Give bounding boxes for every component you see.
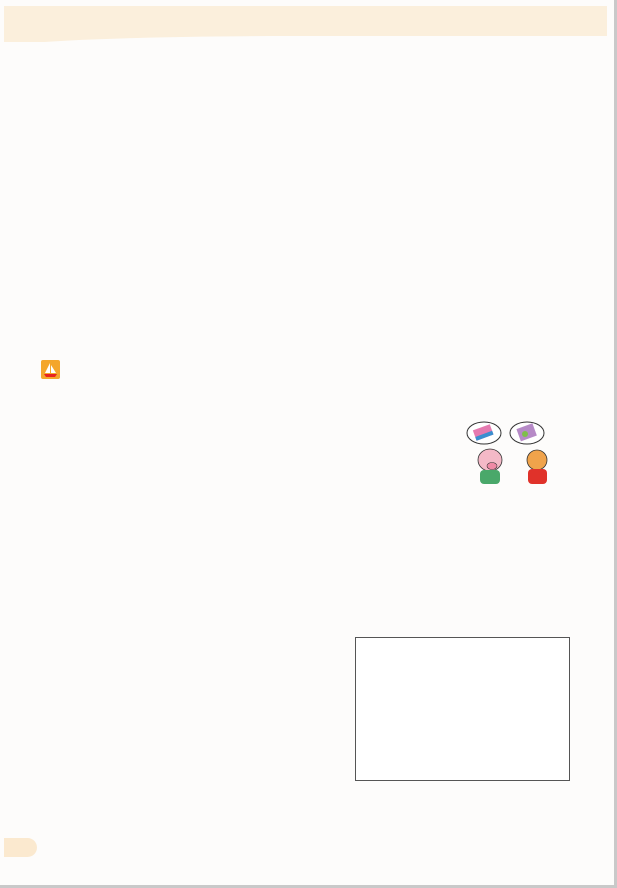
pie-chart <box>356 638 569 780</box>
page-number-tab <box>4 838 37 857</box>
pie-chart-box <box>355 637 570 781</box>
sail-icon <box>41 360 60 379</box>
pig-and-cat-illustration <box>462 420 572 485</box>
